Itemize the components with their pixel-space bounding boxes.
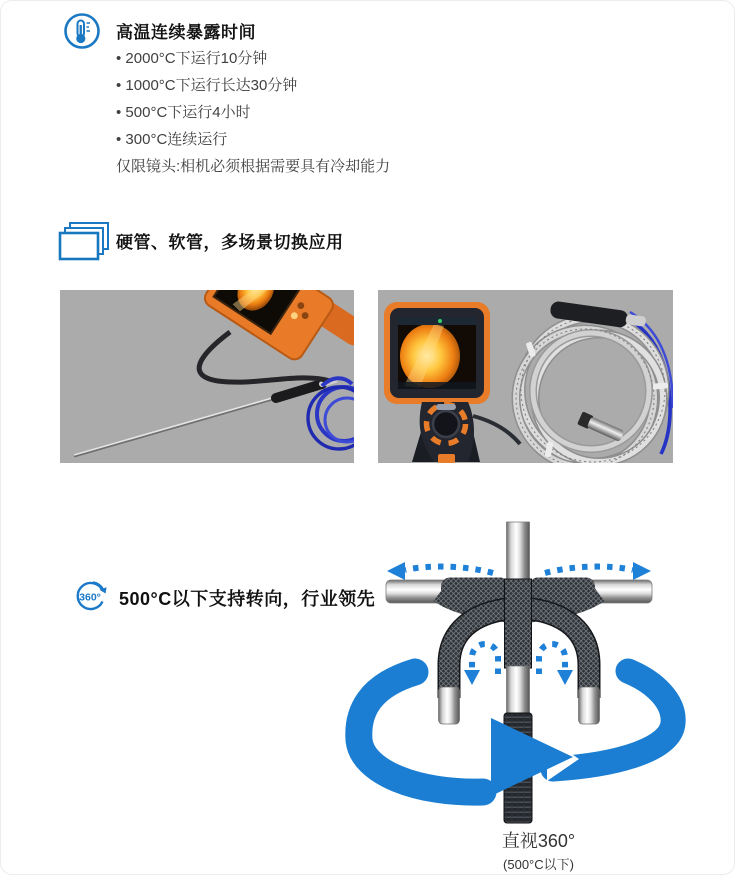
section-title-tubes: 硬管、软管，多场景切换应用: [116, 233, 344, 252]
temp-bullet-2: • 1000°C下运行长达30分钟: [116, 72, 390, 99]
temp-bullet-4: • 300°C连续运行: [116, 126, 390, 153]
diagram-caption: 直视360°: [501, 831, 576, 851]
rotation-diagram: [341, 516, 735, 828]
rotate-360-icon-label: 360°: [79, 591, 101, 604]
section-title-temperature: 高温连续暴露时间: [116, 23, 256, 42]
temperature-bullet-list: [116, 45, 390, 180]
rotate-360-icon: [72, 577, 110, 620]
section-title-steering: 500°C以下支持转向，行业领先: [119, 589, 376, 609]
diagram-subcaption: (500°C以下): [503, 857, 574, 872]
photo-flexible-coiled-probe: [378, 290, 673, 463]
temp-bullet-1: • 2000°C下运行10分钟: [116, 45, 390, 72]
layers-icon: [58, 221, 110, 268]
temperature-note: 仅限镜头:相机必须根据需要具有冷却能力: [116, 158, 391, 175]
thermometer-icon: [63, 12, 101, 55]
photo-rigid-probe: [60, 290, 354, 463]
temp-bullet-3: • 500°C下运行4小时: [116, 99, 390, 126]
